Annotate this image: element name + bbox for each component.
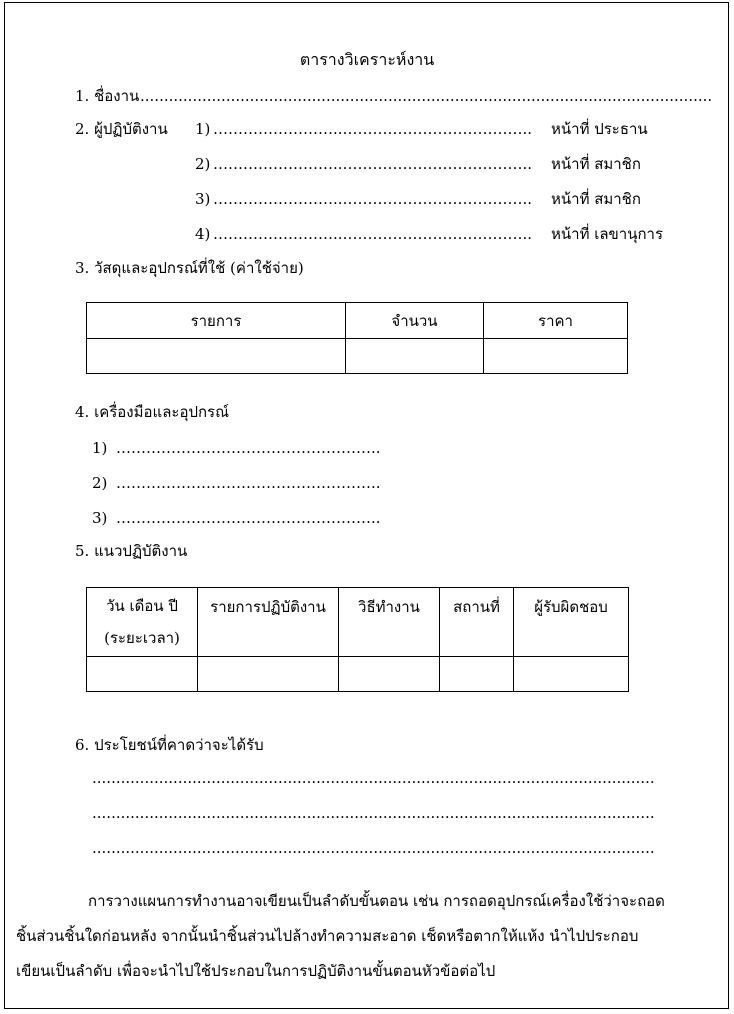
work-plan-header-place: สถานที่ bbox=[440, 588, 514, 657]
materials-header-quantity: จำนวน bbox=[346, 303, 484, 339]
member-3-number: 3) bbox=[195, 190, 211, 208]
tool-1-blank[interactable]: …………………………………………….. bbox=[116, 439, 381, 457]
work-plan-cell-task[interactable] bbox=[198, 657, 339, 692]
section-1-label: 1. ชื่องาน bbox=[75, 87, 140, 105]
member-4-blank[interactable]: ……………………..……………………………….. bbox=[213, 225, 533, 243]
work-plan-cell-responsible[interactable] bbox=[514, 657, 629, 692]
member-1-number: 1) bbox=[195, 120, 211, 138]
paragraph-line-2: ชิ้นส่วนชิ้นใดก่อนหลัง จากนั้นนำชิ้นส่วนไปล้างทำความสะอาด เช็ดหรือตากให้แห้ง นำไปประกอบ bbox=[16, 927, 639, 945]
tool-3-blank[interactable]: …………………………………………….. bbox=[116, 509, 381, 527]
member-4-number: 4) bbox=[195, 225, 211, 243]
tool-2-blank[interactable]: …………………………………………….. bbox=[116, 474, 381, 492]
materials-cell-item[interactable] bbox=[87, 339, 346, 374]
section-2-label: 2. ผู้ปฏิบัติงาน bbox=[75, 120, 168, 138]
member-2-blank[interactable]: ……………………..……………………………….. bbox=[213, 155, 533, 173]
member-1-duty: หน้าที่ ประธาน bbox=[551, 120, 648, 138]
job-name-blank[interactable]: ........................................................................................................................ bbox=[140, 87, 713, 105]
tool-3-number: 3) bbox=[92, 509, 108, 527]
materials-table bbox=[86, 302, 628, 374]
work-plan-header-responsible: ผู้รับผิดชอบ bbox=[514, 588, 629, 657]
paragraph-line-1: การวางแผนการทำงานอาจเขียนเป็นลำดับขั้นตอน เช่น การถอดอุปกรณ์เครื่องใช้ว่าจะถอด bbox=[88, 892, 665, 910]
section-5-label: 5. แนวปฏิบัติงาน bbox=[75, 542, 188, 560]
materials-header-item: รายการ bbox=[87, 303, 346, 339]
benefit-line-1[interactable]: ...................................................................................................................... bbox=[92, 769, 655, 787]
work-plan-cell-date[interactable] bbox=[87, 657, 198, 692]
work-plan-cell-method[interactable] bbox=[339, 657, 440, 692]
materials-row bbox=[87, 339, 628, 374]
paragraph-line-3: เขียนเป็นลำดับ เพื่อจะนำไปใช้ประกอบในการปฏิบัติงานขั้นตอนหัวข้อต่อไป bbox=[16, 962, 496, 980]
work-plan-header-row bbox=[87, 588, 629, 657]
member-4-duty: หน้าที่ เลขานุการ bbox=[551, 225, 664, 243]
work-plan-header-date-line2: (ระยะเวลา) bbox=[104, 629, 180, 647]
materials-cell-price[interactable] bbox=[484, 339, 628, 374]
member-2-duty: หน้าที่ สมาชิก bbox=[551, 155, 641, 173]
tool-1-number: 1) bbox=[92, 439, 108, 457]
benefit-line-2[interactable]: ...................................................................................................................... bbox=[92, 804, 655, 822]
work-plan-header-date-line1: วัน เดือน ปี bbox=[106, 597, 178, 615]
member-1-blank[interactable]: ……………………..……………………………….. bbox=[213, 120, 533, 138]
section-6-label: 6. ประโยชน์ที่คาดว่าจะได้รับ bbox=[75, 736, 264, 754]
member-3-duty: หน้าที่ สมาชิก bbox=[551, 190, 641, 208]
section-3-label: 3. วัสดุและอุปกรณ์ที่ใช้ (ค่าใช้จ่าย) bbox=[75, 259, 304, 277]
member-2-number: 2) bbox=[195, 155, 211, 173]
explanation-paragraph bbox=[16, 884, 716, 989]
section-4-label: 4. เครื่องมือและอุปกรณ์ bbox=[75, 403, 230, 421]
work-plan-row bbox=[87, 657, 629, 692]
work-plan-header-method: วิธีทำงาน bbox=[339, 588, 440, 657]
benefit-line-3[interactable]: ...................................................................................................................... bbox=[92, 839, 655, 857]
member-3-blank[interactable]: ……………………..……………………………….. bbox=[213, 190, 533, 208]
work-plan-cell-place[interactable] bbox=[440, 657, 514, 692]
materials-header-row bbox=[87, 303, 628, 339]
work-plan-table bbox=[86, 587, 629, 692]
work-plan-header-date bbox=[87, 588, 198, 657]
materials-header-price: ราคา bbox=[484, 303, 628, 339]
materials-cell-quantity[interactable] bbox=[346, 339, 484, 374]
tool-2-number: 2) bbox=[92, 474, 108, 492]
work-plan-header-task: รายการปฏิบัติงาน bbox=[198, 588, 339, 657]
page-title: ตารางวิเคราะห์งาน bbox=[299, 50, 435, 69]
